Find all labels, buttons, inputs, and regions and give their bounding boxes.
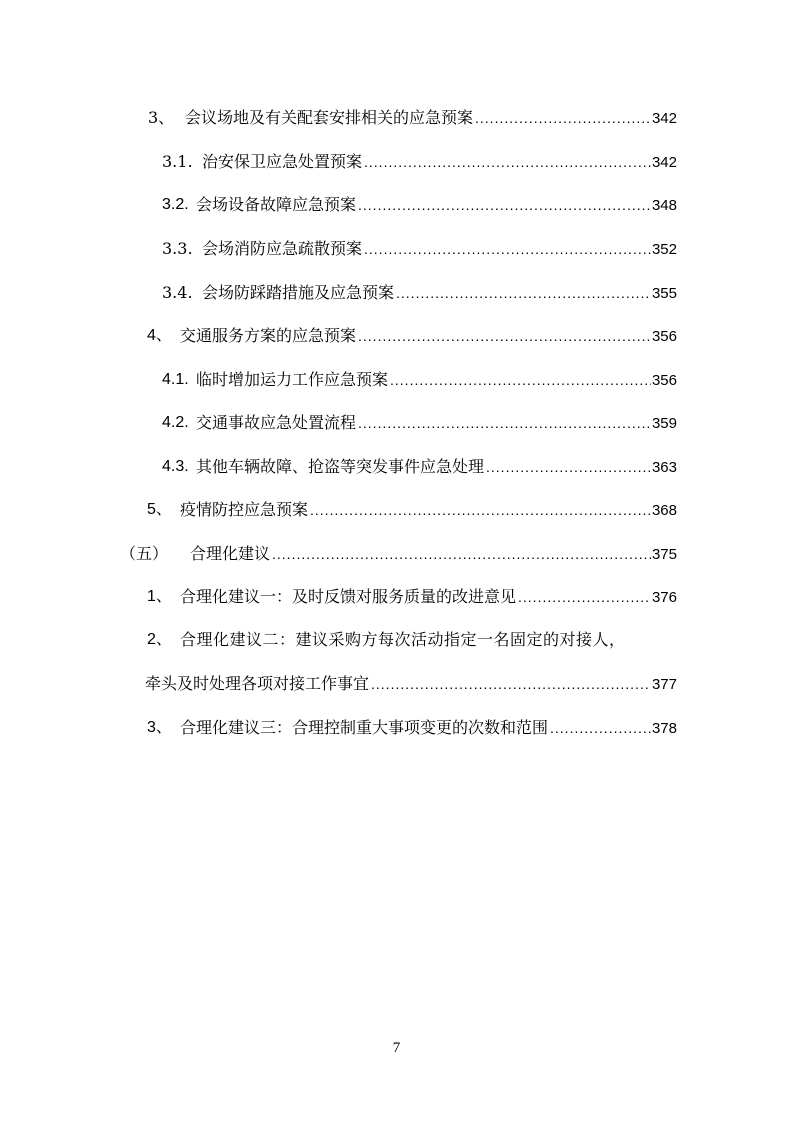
dot-leader	[272, 542, 651, 566]
toc-entry-line	[196, 193, 677, 218]
toc-entry-label: 疫情防控应急预案	[180, 500, 309, 519]
toc-entry[interactable]	[0, 716, 793, 740]
dot-leader	[371, 672, 651, 696]
toc-entry-page: 378	[651, 720, 677, 737]
toc-entry[interactable]	[0, 237, 793, 261]
dot-leader	[358, 411, 651, 435]
toc-entry-page: 342	[651, 154, 677, 171]
toc-entry-number: 4.1.	[162, 371, 189, 388]
toc-entry-label: 合理化建议一：及时反馈对服务质量的改进意见	[180, 587, 517, 606]
toc-entry-page: 363	[651, 459, 677, 476]
toc-entry-number: 3、	[147, 719, 172, 736]
toc-entry-page: 359	[651, 415, 677, 432]
toc-entry[interactable]	[0, 193, 793, 217]
dot-leader	[518, 585, 651, 609]
toc-entry-label: 临时增加运力工作应急预案	[196, 370, 389, 389]
dot-leader	[364, 150, 651, 174]
toc-entry[interactable]	[0, 411, 793, 435]
toc-entry-line	[145, 672, 677, 697]
toc-entry-number: 3、	[148, 108, 175, 127]
toc-entry-label: 合理化建议二：建议采购方每次活动指定一名固定的对接人，	[180, 630, 626, 649]
toc-entry[interactable]	[0, 585, 793, 609]
toc-entry-page: 352	[651, 241, 677, 258]
toc-entry[interactable]	[0, 498, 793, 522]
dot-leader	[396, 281, 651, 305]
toc-entry-line	[202, 237, 677, 262]
toc-entry-line	[196, 455, 677, 480]
toc-entry-page: 348	[651, 197, 677, 214]
toc-entry-label: 交通事故应急处置流程	[196, 413, 357, 432]
toc-entry[interactable]	[0, 281, 793, 305]
toc-entry-number: 3.2.	[162, 196, 189, 213]
toc-entry-label: 治安保卫应急处置预案	[202, 152, 363, 171]
toc-entry-number: 5、	[147, 501, 172, 518]
toc-entry-label: 会场设备故障应急预案	[196, 195, 357, 214]
toc-entry-page: 356	[651, 372, 677, 389]
toc-entry-number: 4.2.	[162, 414, 189, 431]
toc-entry-line	[180, 585, 677, 610]
toc-entry-label: 牵头及时处理各项对接工作事宜	[145, 674, 370, 693]
dot-leader	[310, 498, 651, 522]
dot-leader	[358, 324, 651, 348]
dot-leader	[364, 237, 651, 261]
toc-entry-number: （五）	[120, 544, 169, 563]
dot-leader	[390, 368, 651, 392]
dot-leader	[475, 106, 651, 130]
toc-entry-label: 会议场地及有关配套安排相关的应急预案	[185, 108, 474, 127]
toc-entry-line	[202, 150, 677, 175]
page-number: 7	[392, 1040, 401, 1056]
toc-entry-number: 4、	[147, 327, 172, 344]
toc-entry-page: 377	[651, 676, 677, 693]
dot-leader	[550, 716, 651, 740]
toc-entry[interactable]	[0, 455, 793, 479]
toc-entry[interactable]	[0, 324, 793, 348]
dot-leader	[358, 193, 651, 217]
toc-entry-line	[196, 368, 677, 393]
toc-entry[interactable]	[0, 628, 793, 652]
toc-entry[interactable]	[0, 368, 793, 392]
toc-entry-number: 1、	[147, 588, 172, 605]
toc-entry-label: 其他车辆故障、抢盗等突发事件应急处理	[196, 457, 485, 476]
toc-entry-label: 合理化建议三：合理控制重大事项变更的次数和范围	[180, 718, 549, 737]
toc-entry[interactable]	[0, 150, 793, 174]
toc-entry-label: 会场防踩踏措施及应急预案	[202, 283, 395, 302]
toc-entry-line	[190, 542, 677, 567]
toc-entry-line	[185, 106, 677, 131]
toc-entry-label: 交通服务方案的应急预案	[180, 326, 357, 345]
toc-entry-number: 3.1.	[162, 152, 193, 171]
toc-entry-number: 3.4.	[162, 283, 193, 302]
toc-entry-label: 会场消防应急疏散预案	[202, 239, 363, 258]
toc-entry-line	[202, 281, 677, 306]
toc-entry-page: 368	[651, 502, 677, 519]
toc-entry-line	[180, 324, 677, 349]
toc-entry-line	[180, 498, 677, 523]
toc-entry-line	[196, 411, 677, 436]
toc-entry-number: 4.3.	[162, 458, 189, 475]
toc-entry-page: 356	[651, 328, 677, 345]
toc-entry[interactable]	[0, 542, 793, 566]
toc-entry-number: 2、	[147, 631, 172, 648]
toc-entry-page: 342	[651, 110, 677, 127]
toc-entry-label: 合理化建议	[190, 544, 271, 563]
toc-entry[interactable]	[0, 106, 793, 130]
toc-entry-continuation[interactable]	[0, 672, 793, 696]
toc-entry-page: 376	[651, 589, 677, 606]
dot-leader	[486, 455, 651, 479]
toc-entry-page: 355	[651, 285, 677, 302]
toc-entry-number: 3.3.	[162, 239, 193, 258]
toc-entry-page: 375	[651, 546, 677, 563]
toc-entry-line	[180, 716, 677, 741]
